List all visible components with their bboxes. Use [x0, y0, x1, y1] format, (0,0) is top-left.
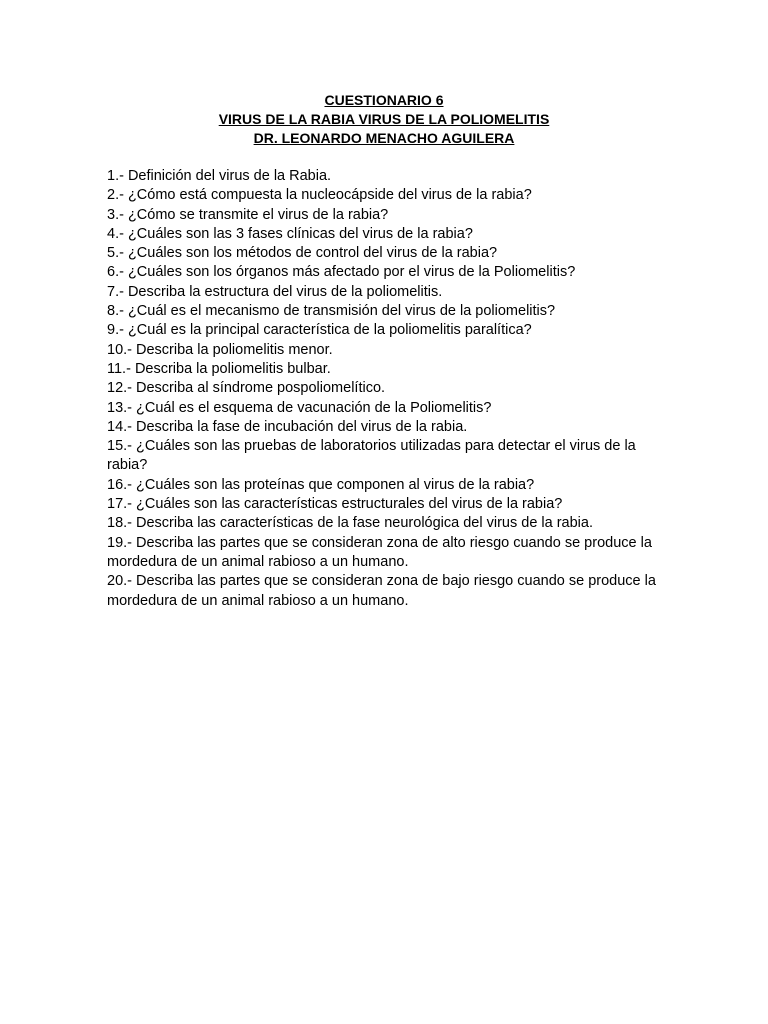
question-item: 18.- Describa las características de la fase neurológica del virus de la rabia. [107, 515, 593, 532]
question-item: 12.- Describa al síndrome pospoliomelítico. [107, 380, 386, 397]
questionnaire-title: CUESTIONARIO 6 [324, 92, 444, 108]
question-item: 3.- ¿Cómo se transmite el virus de la rabia? [107, 206, 389, 223]
question-item: 17.- ¿Cuáles son las características estructurales del virus de la rabia? [107, 496, 563, 513]
question-item: 2.- ¿Cómo está compuesta la nucleocápside del virus de la rabia? [107, 187, 532, 204]
question-item: 14.- Describa la fase de incubación del virus de la rabia. [107, 418, 468, 435]
question-item: 9.- ¿Cuál es la principal característica de la poliomelitis paralítica? [107, 322, 532, 339]
question-item: 5.- ¿Cuáles son los métodos de control del virus de la rabia? [107, 245, 498, 262]
question-item: 6.- ¿Cuáles son los órganos más afectado por el virus de la Poliomelitis? [107, 264, 576, 281]
questionnaire-author: DR. LEONARDO MENACHO AGUILERA [253, 130, 515, 146]
question-item: 1.- Definición del virus de la Rabia. [107, 168, 332, 184]
question-item: 4.- ¿Cuáles son las 3 fases clínicas del virus de la rabia? [107, 225, 473, 242]
question-item: 11.- Describa la poliomelitis bulbar. [107, 360, 331, 377]
question-item: 7.- Describa la estructura del virus de la poliomelitis. [107, 283, 443, 300]
question-item: 10.- Describa la poliomelitis menor. [107, 341, 333, 358]
question-item: 20.- Describa las partes que se consideran zona de bajo riesgo cuando se produce la mordedura de un animal rabioso a un humano. [107, 573, 656, 609]
question-item: 16.- ¿Cuáles son las proteínas que componen al virus de la rabia? [107, 476, 535, 493]
question-item: 8.- ¿Cuál es el mecanismo de transmisión del virus de la poliomelitis? [107, 303, 556, 320]
questionnaire-subject: VIRUS DE LA RABIA VIRUS DE LA POLIOMELITIS [218, 111, 550, 127]
question-item: 15.- ¿Cuáles son las pruebas de laboratorios utilizadas para detectar el virus de la rabia? [107, 438, 636, 474]
question-list [107, 167, 667, 611]
document-header [0, 91, 768, 148]
question-item: 13.- ¿Cuál es el esquema de vacunación de la Poliomelitis? [107, 399, 492, 416]
question-item: 19.- Describa las partes que se consideran zona de alto riesgo cuando se produce la mordedura de un animal rabioso a un humano. [107, 534, 652, 570]
